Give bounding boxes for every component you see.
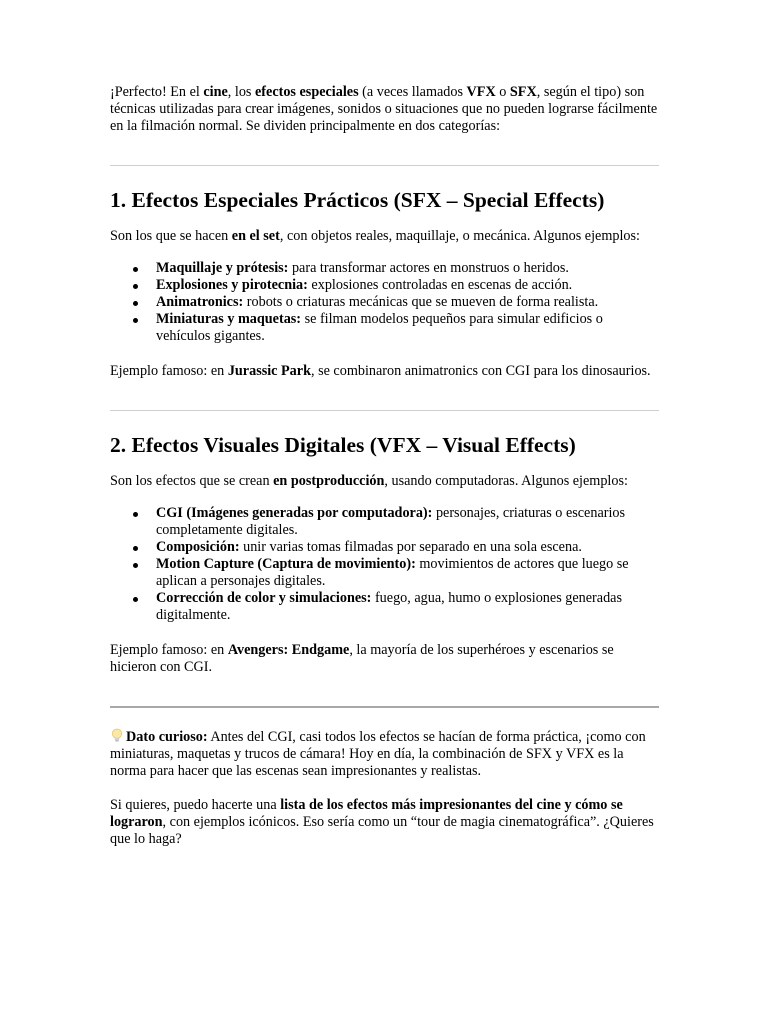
section-1-heading: 1. Efectos Especiales Prácticos (SFX – Special Effects) (110, 188, 605, 212)
example-text: Ejemplo famoso: en (110, 642, 228, 658)
example-bold: Avengers: Endgame (227, 642, 350, 658)
list-item-term: Motion Capture (Captura de movimiento): (156, 556, 416, 572)
lead-text: Son los efectos que se crean (110, 473, 274, 489)
list-item-term: Miniaturas y maquetas: (156, 311, 302, 327)
list-item-term: Explosiones y pirotecnia: (156, 277, 308, 293)
lead-text: , usando computadoras. Algunos ejemplos: (384, 473, 628, 489)
list-item-term: Composición: (156, 539, 240, 555)
list-item (156, 556, 659, 590)
list-item-desc: para transformar actores en monstruos o heridos. (288, 260, 569, 276)
list-item-term: Corrección de color y simulaciones: (156, 590, 372, 606)
section-2-example (110, 642, 659, 676)
intro-bold-vfx: VFX (466, 84, 496, 100)
section-2-list (110, 505, 659, 624)
closing-text: , con ejemplos icónicos. Eso sería como un “tour de magia cinematográfica”. ¿Quieres que lo haga? (110, 814, 654, 847)
intro-bold-cine: cine (203, 84, 228, 100)
intro-text: , según el tipo) son técnicas utilizadas para crear imágenes, sonidos o situaciones que no pueden lograrse fácilmente en la filmación normal. Se dividen principalmente en dos categorías: (110, 84, 658, 134)
divider (110, 706, 659, 708)
example-bold: Jurassic Park (227, 363, 311, 379)
fun-fact-text: Antes del CGI, casi todos los efectos se hacían de forma práctica, ¡como con miniaturas, maquetas y trucos de cámara! Hoy en día, la combinación de SFX y VFX es la norma para hacer que las escenas sean impresionantes y realistas. (110, 729, 646, 779)
example-text: , se combinaron animatronics con CGI para los dinosaurios. (310, 363, 651, 379)
section-1-example (110, 363, 659, 380)
intro-text: , los (227, 84, 255, 100)
list-item-term: Maquillaje y prótesis: (156, 260, 289, 276)
example-text: Ejemplo famoso: en (110, 363, 228, 379)
lead-text: Son los que se hacen (110, 228, 232, 244)
section-2-lead (110, 473, 659, 490)
list-item-term: CGI (Imágenes generadas por computadora): (156, 505, 433, 521)
lead-bold: en el set (231, 228, 280, 244)
list-item (156, 539, 659, 556)
list-item-desc: personajes, criaturas o escenarios completamente digitales. (156, 505, 626, 538)
list-item-desc: explosiones controladas en escenas de acción. (307, 277, 573, 293)
closing-paragraph (110, 797, 659, 848)
list-item (156, 505, 659, 539)
intro-bold-sfx: SFX (509, 84, 537, 100)
list-item-desc: unir varias tomas filmadas por separado en una sola escena. (239, 539, 582, 555)
list-item-term: Animatronics: (156, 294, 244, 310)
divider (110, 410, 659, 411)
list-item-desc: fuego, agua, humo o explosiones generadas digitalmente. (156, 590, 622, 623)
section-1-list (110, 260, 659, 345)
list-item (156, 311, 659, 345)
fun-fact-paragraph (110, 728, 659, 780)
list-item (156, 294, 659, 311)
fun-fact-label: Dato curioso: (126, 729, 208, 745)
list-item (156, 277, 659, 294)
section-practical-effects (110, 187, 659, 380)
section-2-heading: 2. Efectos Visuales Digitales (VFX – Visual Effects) (110, 433, 576, 457)
closing-bold: lista de los efectos más impresionantes del cine y cómo se lograron (110, 797, 623, 830)
lightbulb-icon (110, 728, 124, 743)
lead-text: , con objetos reales, maquillaje, o mecánica. Algunos ejemplos: (279, 228, 640, 244)
section-1-lead (110, 228, 659, 245)
section-visual-effects (110, 432, 659, 676)
list-item-desc: robots o criaturas mecánicas que se mueven de forma realista. (243, 294, 599, 310)
intro-text: (a veces llamados (358, 84, 467, 100)
list-item (156, 590, 659, 624)
list-item-desc: se filman modelos pequeños para simular edificios o vehículos gigantes. (156, 311, 603, 344)
document-body (110, 84, 659, 848)
lead-bold: en postproducción (273, 473, 385, 489)
intro-text: o (495, 84, 510, 100)
intro-paragraph (110, 84, 659, 135)
divider (110, 165, 659, 166)
list-item-desc: movimientos de actores que luego se aplican a personajes digitales. (156, 556, 629, 589)
intro-text: ¡Perfecto! En el (110, 84, 204, 100)
example-text: , la mayoría de los superhéroes y escenarios se hicieron con CGI. (110, 642, 614, 675)
intro-bold-efectos: efectos especiales (255, 84, 359, 100)
list-item (156, 260, 659, 277)
closing-text: Si quieres, puedo hacerte una (110, 797, 281, 813)
